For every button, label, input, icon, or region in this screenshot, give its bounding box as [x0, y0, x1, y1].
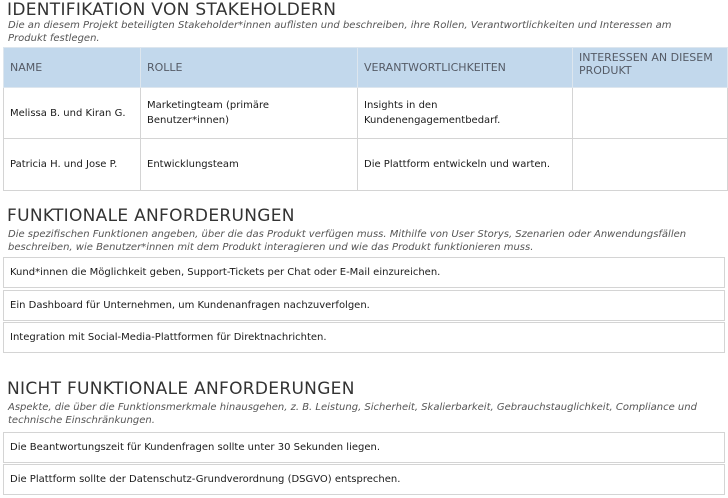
table-header-row	[4, 48, 728, 88]
functional-title: FUNKTIONALE ANFORDERUNGEN	[7, 206, 295, 226]
cell-name[interactable]: Melissa B. und Kiran G.	[4, 88, 141, 139]
nonfunctional-item[interactable]: Die Beantwortungszeit für Kundenfragen sollte unter 30 Sekunden liegen.	[3, 432, 725, 463]
nonfunctional-section	[0, 379, 728, 427]
stakeholders-section	[0, 0, 728, 45]
table-row	[4, 139, 728, 191]
column-header-name: NAME	[4, 48, 141, 88]
column-header-responsibilities: VERANTWORTLICHKEITEN	[358, 48, 573, 88]
cell-role[interactable]: Marketingteam (primäre Benutzer*innen)	[141, 88, 358, 139]
nonfunctional-title: NICHT FUNKTIONALE ANFORDERUNGEN	[7, 379, 355, 399]
functional-description: Die spezifischen Funktionen angeben, über die das Produkt verfügen muss. Mithilfe von User Storys, Szenarien oder Anwendungsfällen beschreiben, wie Benutzer*innen mit dem Produkt interagieren und wie das Produkt funktionieren muss.	[8, 229, 687, 253]
cell-responsibilities[interactable]: Die Plattform entwickeln und warten.	[358, 139, 573, 191]
functional-section	[0, 206, 728, 254]
functional-item[interactable]: Ein Dashboard für Unternehmen, um Kundenanfragen nachzuverfolgen.	[3, 290, 725, 321]
stakeholders-title: IDENTIFIKATION VON STAKEHOLDERN	[7, 0, 337, 20]
column-header-interests: INTERESSEN AN DIESEM PRODUKT	[573, 48, 728, 88]
column-header-role: ROLLE	[141, 48, 358, 88]
cell-role[interactable]: Entwicklungsteam	[141, 139, 358, 191]
cell-name[interactable]: Patricia H. und Jose P.	[4, 139, 141, 191]
functional-item[interactable]: Kund*innen die Möglichkeit geben, Support-Tickets per Chat oder E-Mail einzureichen.	[3, 257, 725, 288]
cell-interests[interactable]	[573, 88, 728, 139]
nonfunctional-item[interactable]: Die Plattform sollte der Datenschutz-Grundverordnung (DSGVO) entsprechen.	[3, 464, 725, 495]
cell-interests[interactable]	[573, 139, 728, 191]
cell-responsibilities[interactable]: Insights in den Kundenengagementbedarf.	[358, 88, 573, 139]
functional-item[interactable]: Integration mit Social-Media-Plattformen für Direktnachrichten.	[3, 322, 725, 353]
stakeholders-description: Die an diesem Projekt beteiligten Stakeholder*innen auflisten und beschreiben, ihre Rollen, Verantwortlichkeiten und Interessen am Produkt festlegen.	[8, 20, 672, 44]
nonfunctional-description: Aspekte, die über die Funktionsmerkmale hinausgehen, z. B. Leistung, Sicherheit, Skalierbarkeit, Gebrauchstauglichkeit, Compliance und technische Einschränkungen.	[8, 402, 697, 426]
table-row	[4, 88, 728, 139]
stakeholder-table	[3, 47, 728, 191]
